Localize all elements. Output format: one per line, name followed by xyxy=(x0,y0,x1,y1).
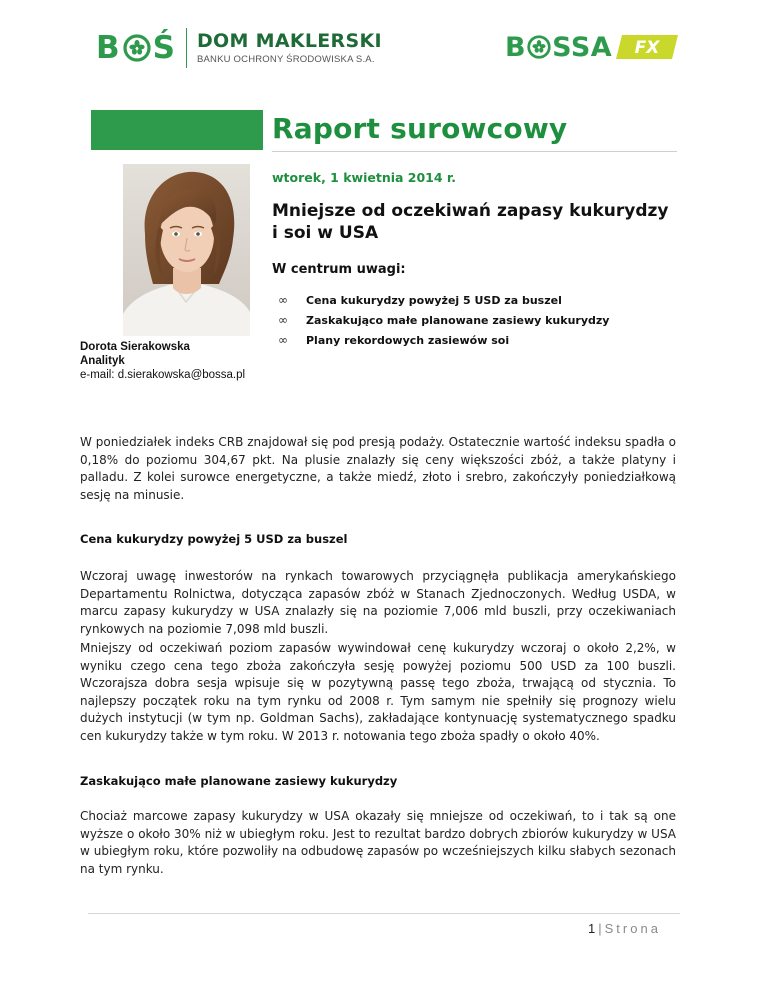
bossafx-logo xyxy=(505,30,678,64)
analyst-info xyxy=(80,340,245,382)
bossa-wordmark xyxy=(505,32,612,63)
headline-line-2: i soi w USA xyxy=(272,223,379,243)
analyst-email: e-mail: d.sierakowska@bossa.pl xyxy=(80,369,246,381)
dom-maklerski-subtitle: BANKU OCHRONY ŚRODOWISKA S.A. xyxy=(196,54,375,65)
section-heading-corn-plantings: Zaskakująco małe planowane zasiewy kukurydzy xyxy=(80,774,398,788)
page-number xyxy=(588,921,661,936)
bossa-letters-ssa: SSA xyxy=(552,31,613,63)
headline-line-1: Mniejsze od oczekiwań zapasy kukurydzy xyxy=(272,201,669,221)
intro-paragraph: W poniedziałek indeks CRB znajdował się pod presją podaży. Ostatecznie wartość indeksu spadła o 0,18% do poziomu 304,67 pkt. Na plusie znalazły się ceny większości zbóż, a także platyny i palladu. Z kolei surowce energetyczne, a także miedź, złoto i srebro, zakończyły poniedziałkową sesję na minusie. xyxy=(80,435,676,502)
dom-maklerski-title: DOM MAKLERSKI xyxy=(196,30,382,52)
report-title: Raport surowcowy xyxy=(272,112,568,145)
section1-paragraph-2: Mniejszy od oczekiwań poziom zapasów wywindował cenę kukurydzy wczoraj o około 2,2%, w wyniku czego cena tego zboża zakończyła sesję powyżej poziomu 500 USD za 100 buszli. Wczorajsza dobra sesja wpisuje się w pozytywną passę tego zboża, trwającą od stycznia. To najlepszy początek roku na tym rynku od 2008 r. Tym samym nie spełniły się prognozy wielu dużych instytucji (w tym np. Goldman Sachs), zakładające kontynuację systematycznego spadku cen kukurydzy także w tym roku. W 2013 r. notowania tego zboża spadły o około 40%. xyxy=(80,641,676,743)
report-headline xyxy=(272,200,672,244)
footer-divider xyxy=(88,913,680,914)
focus-list xyxy=(278,290,609,350)
focus-item xyxy=(278,310,609,330)
section2-paragraph-1: Chociaż marcowe zapasy kukurydzy w USA okazały się mniejsze od oczekiwań, to i tak są one wyższe o około 30% niż w ubiegłym roku. Jest to rezultat bardzo dobrych zbiorów kukurydzy w USA w ubiegłym roku, które pozwoliły na odbudowę zapasów po wcześniejszych kilku słabych sezonach na tym rynku. xyxy=(80,809,676,876)
title-divider xyxy=(272,151,677,152)
fx-badge-icon xyxy=(616,35,678,59)
focus-item-text: Cena kukurydzy powyżej 5 USD za buszel xyxy=(306,293,562,307)
bos-letter-b: B xyxy=(96,30,121,66)
focus-item-text: Zaskakująco małe planowane zasiewy kukurydzy xyxy=(306,313,610,327)
title-accent-bar xyxy=(91,110,263,150)
report-date: wtorek, 1 kwietnia 2014 r. xyxy=(272,170,457,185)
page-separator: | xyxy=(598,921,602,936)
section1-paragraph-1: Wczoraj uwagę inwestorów na rynkach towarowych przyciągnęła publikacja amerykańskiego Departamentu Rolnictwa, dotycząca zapasów zbóż w Stanach Zjednoczonych. Według USDA, w marcu zapasy kukurydzy w USA znalazły się na poziomie 7,006 mld buszli, przy oczekiwaniach rynkowych na poziomie 7,098 mld buszli. xyxy=(80,569,676,636)
focus-item xyxy=(278,290,609,310)
analyst-role: Analityk xyxy=(80,355,125,367)
page-label: Strona xyxy=(604,921,661,936)
bossa-letter-b: B xyxy=(505,31,527,63)
section-heading-corn-price: Cena kukurydzy powyżej 5 USD za buszel xyxy=(80,532,348,546)
focus-item-text: Plany rekordowych zasiewów soi xyxy=(306,333,510,347)
bossa-leaf-icon xyxy=(527,35,551,59)
dom-maklerski-text xyxy=(197,31,382,65)
page-number-value: 1 xyxy=(588,921,596,936)
focus-label: W centrum uwagi: xyxy=(272,262,406,277)
bos-letter-s: Ś xyxy=(152,30,176,66)
svg-text:FX: FX xyxy=(634,38,660,58)
infinity-bullet-icon: ∞ xyxy=(278,333,288,347)
bos-logo xyxy=(96,26,382,70)
bos-wordmark xyxy=(96,30,176,66)
analyst-photo xyxy=(123,164,250,336)
focus-item xyxy=(278,330,609,350)
analyst-name: Dorota Sierakowska xyxy=(80,341,190,353)
logo-divider xyxy=(186,28,187,68)
infinity-bullet-icon: ∞ xyxy=(278,313,288,327)
bos-leaf-icon xyxy=(123,34,151,62)
infinity-bullet-icon: ∞ xyxy=(278,293,288,307)
